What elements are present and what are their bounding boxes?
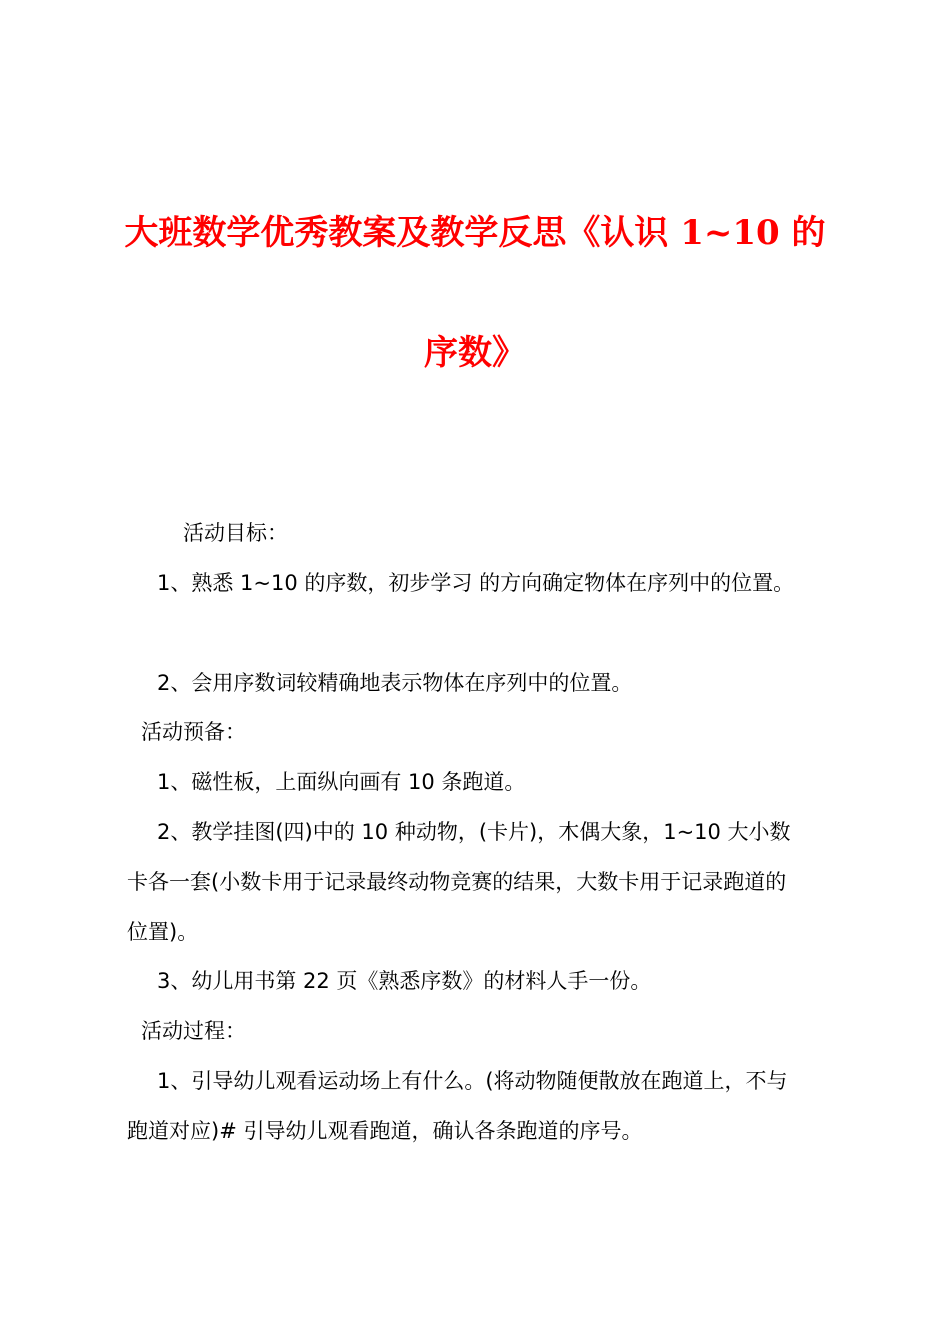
objective-item-1: 1、熟悉 1~10 的序数，初步学习 的方向确定物体在序列中的位置。 (157, 571, 795, 595)
process-item-1-line-1: 1、引导幼儿观看运动场上有什么。(将动物随便散放在跑道上，不与 (157, 1069, 788, 1093)
preparation-item-2-line-1: 2、教学挂图(四)中的 10 种动物，(卡片)，木偶大象，1~10 大小数 (157, 820, 791, 844)
section-heading-process: 活动过程： (141, 1019, 246, 1043)
process-item-1-line-2: 跑道对应)# 引导幼儿观看跑道，确认各条跑道的序号。 (127, 1119, 643, 1143)
preparation-item-3: 3、幼儿用书第 22 页《熟悉序数》的材料人手一份。 (157, 969, 652, 993)
section-heading-preparation: 活动预备： (141, 720, 246, 744)
preparation-item-1: 1、磁性板，上面纵向画有 10 条跑道。 (157, 770, 526, 794)
section-heading-objectives: 活动目标： (183, 521, 288, 545)
objective-item-2: 2、会用序数词较精确地表示物体在序列中的位置。 (157, 671, 633, 695)
document-title-line-1: 大班数学优秀教案及教学反思《认识 1~10 的 (124, 213, 826, 253)
preparation-item-2-line-3: 位置)。 (127, 920, 199, 944)
document-title-line-2: 序数》 (424, 333, 526, 373)
preparation-item-2-line-2: 卡各一套(小数卡用于记录最终动物竞赛的结果，大数卡用于记录跑道的 (127, 870, 787, 894)
